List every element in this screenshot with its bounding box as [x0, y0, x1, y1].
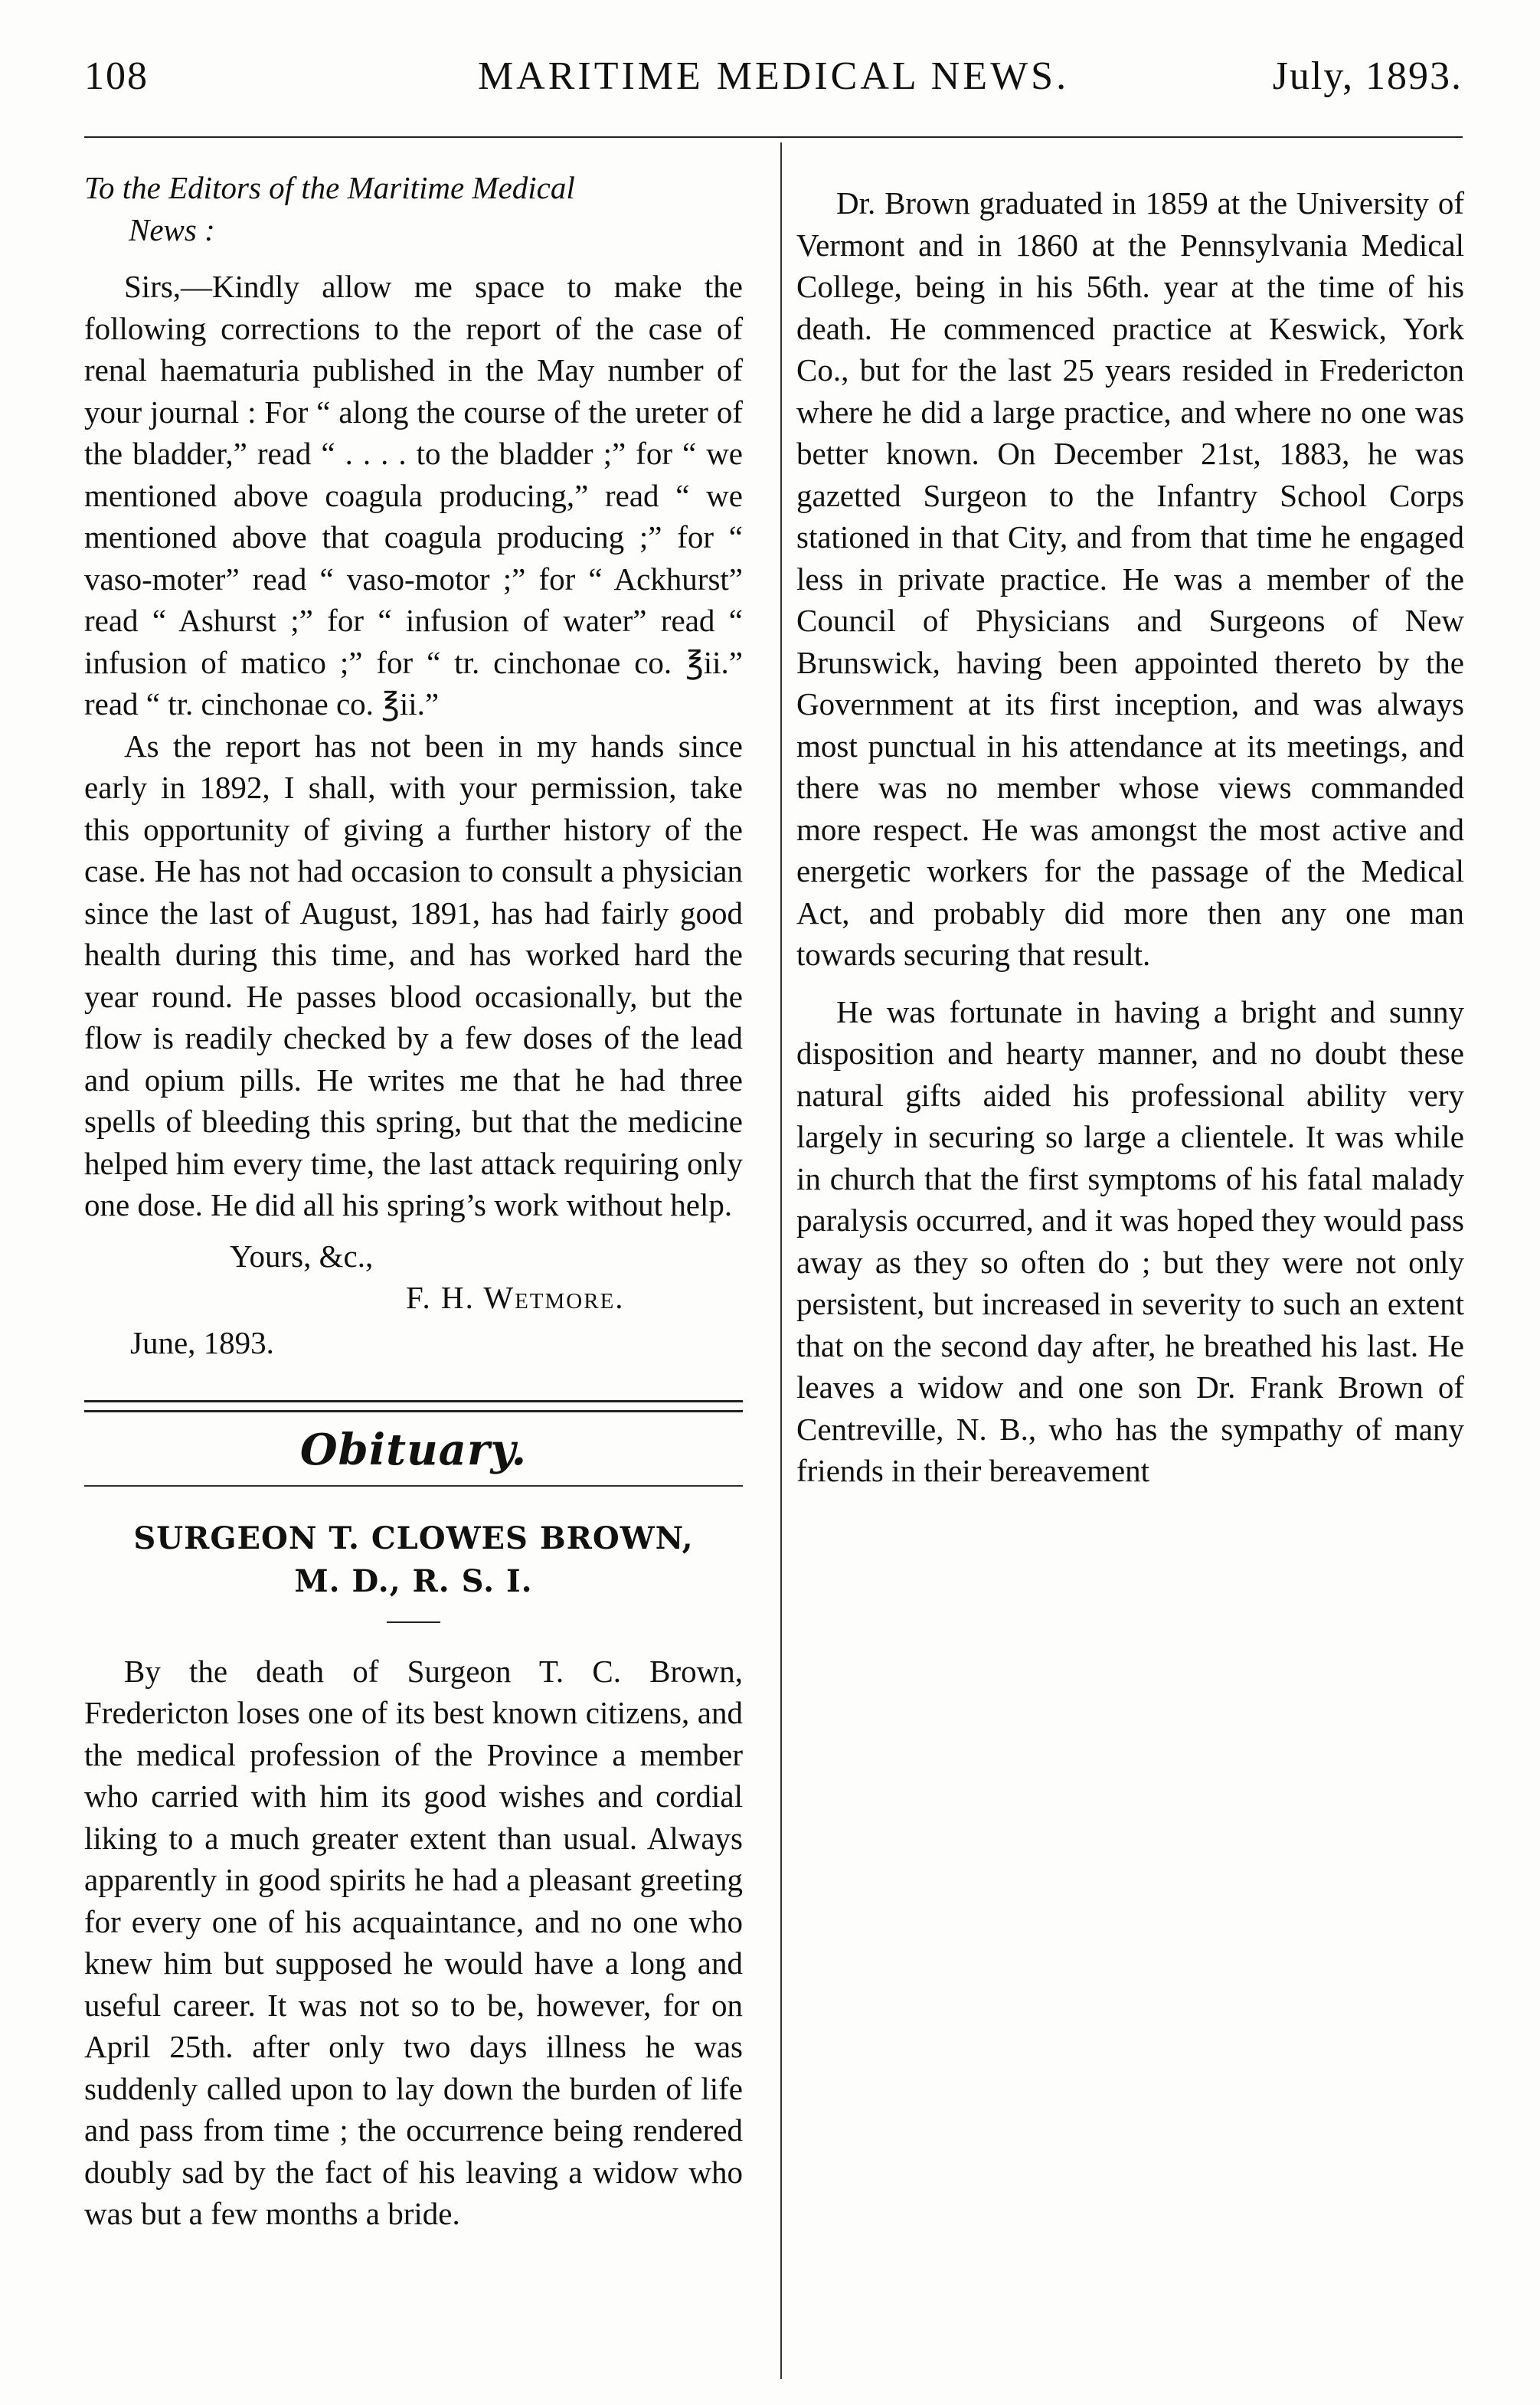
right-column [796, 167, 1464, 1492]
obituary-heading-rule [84, 1485, 743, 1487]
letter-date: June, 1893. [130, 1324, 274, 1360]
left-column [84, 167, 743, 2235]
section-double-rule [84, 1400, 743, 1412]
salutation-line-1: To the Editors of the Maritime Medical [84, 170, 575, 205]
letter-signature: F. H. Wetmore. [406, 1280, 625, 1315]
column-divider [780, 142, 782, 2379]
obituary-paragraph-1: By the death of Surgeon T. C. Brown, Fredericton loses one of its best known citizens, and the medical profession of the Province a member who carried with him its good wishes and cordial liking to a much greater extent than usual. Always apparently in good spirits he had a pleasant greeting for every one of his acquaintance, and no one who knew him but supposed he would have a long and useful career. It was not so to be, however, for on April 25th. after only two days illness he was suddenly called upon to lay down the burden of life and pass from time ; the occurrence being rendered doubly sad by the fact of his leaving a widow who was but a few months a bride. [84, 1653, 743, 2231]
obituary-title-rule [387, 1621, 440, 1623]
journal-title: MARITIME MEDICAL NEWS. [477, 54, 1070, 98]
obituary-heading: Obituary. [299, 1425, 528, 1475]
header-rule [84, 136, 1463, 138]
letter-paragraph-1: Sirs,—Kindly allow me space to make the following corrections to the report of the case of renal haematuria published in the May number of your journal : For “ along the course of the ureter of the bladder,” read “ . . . . to the bladder ;” for “ we mentioned above coagula producing,” read “ we mentioned above that coagula producing ;” for “ vaso-moter” read “ vaso-motor ;” for “ Ackhurst” read “ Ashurst ;” for “ infusion of water” read “ infusion of matico ;” for “ tr. cinchonae co. ℥ii.” read “ tr. cinchonae co. ℥ii.” [84, 269, 743, 722]
obituary-title-line-2: M. D., R. S. I. [294, 1562, 533, 1599]
letter-paragraph-2: As the report has not been in my hands since early in 1892, I shall, with your permission, take this opportunity of giving a further history of the case. He has not had occasion to consult a physician since the last of August, 1891, has had fairly good health during this time, and has worked hard the year round. He passes blood occasionally, but the flow is readily checked by a few doses of the lead and opium pills. He writes me that he had three spells of bleeding this spring, but that the medicine helped him every time, the last attack requiring only one dose. He did all his spring’s work without help. [84, 728, 743, 1222]
obituary-title-line-1: SURGEON T. CLOWES BROWN, [133, 1520, 694, 1556]
page-number: 108 [84, 54, 149, 98]
salutation-line-2: News : [129, 211, 215, 247]
obituary-paragraph-2: Dr. Brown graduated in 1859 at the University of Vermont and in 1860 at the Pennsylvania Medical College, being in his 56th. year at the time of his death. He commenced practice at Keswick, York Co., but for the last 25 years resided in Fredericton where he did a large practice, and where no one was better known. On December 21st, 1883, he was gazetted Surgeon to the Infantry School Corps stationed in that City, and from that time he engaged less in private practice. He was a member of the Council of Physicians and Surgeons of New Brunswick, having been appointed thereto by the Government at its first inception, and was always most punctual in his attendance at its meetings, and there was no member whose views commanded more respect. He was amongst the most active and energetic workers for the passage of the Medical Act, and probably did more then any one man towards securing that result. [796, 185, 1464, 972]
obituary-title [84, 1517, 743, 1603]
letter-closing: Yours, &c., [230, 1238, 374, 1274]
page-header [84, 54, 1463, 107]
issue-date: July, 1893. [1272, 54, 1463, 98]
letter-salutation [84, 167, 743, 250]
obituary-paragraph-3: He was fortunate in having a bright and sunny disposition and hearty manner, and no doubt these natural gifts aided his professional ability very largely in securing so large a clientele. It was while in church that the first symptoms of his fatal malady paralysis occurred, and it was hoped they would pass away as they so often do ; but they were not only persistent, but increased in severity to such an extent that on the second day after, he breathed his last. He leaves a widow and one son Dr. Frank Brown of Centreville, N. B., who has the sympathy of many friends in their bereavement [796, 993, 1464, 1488]
